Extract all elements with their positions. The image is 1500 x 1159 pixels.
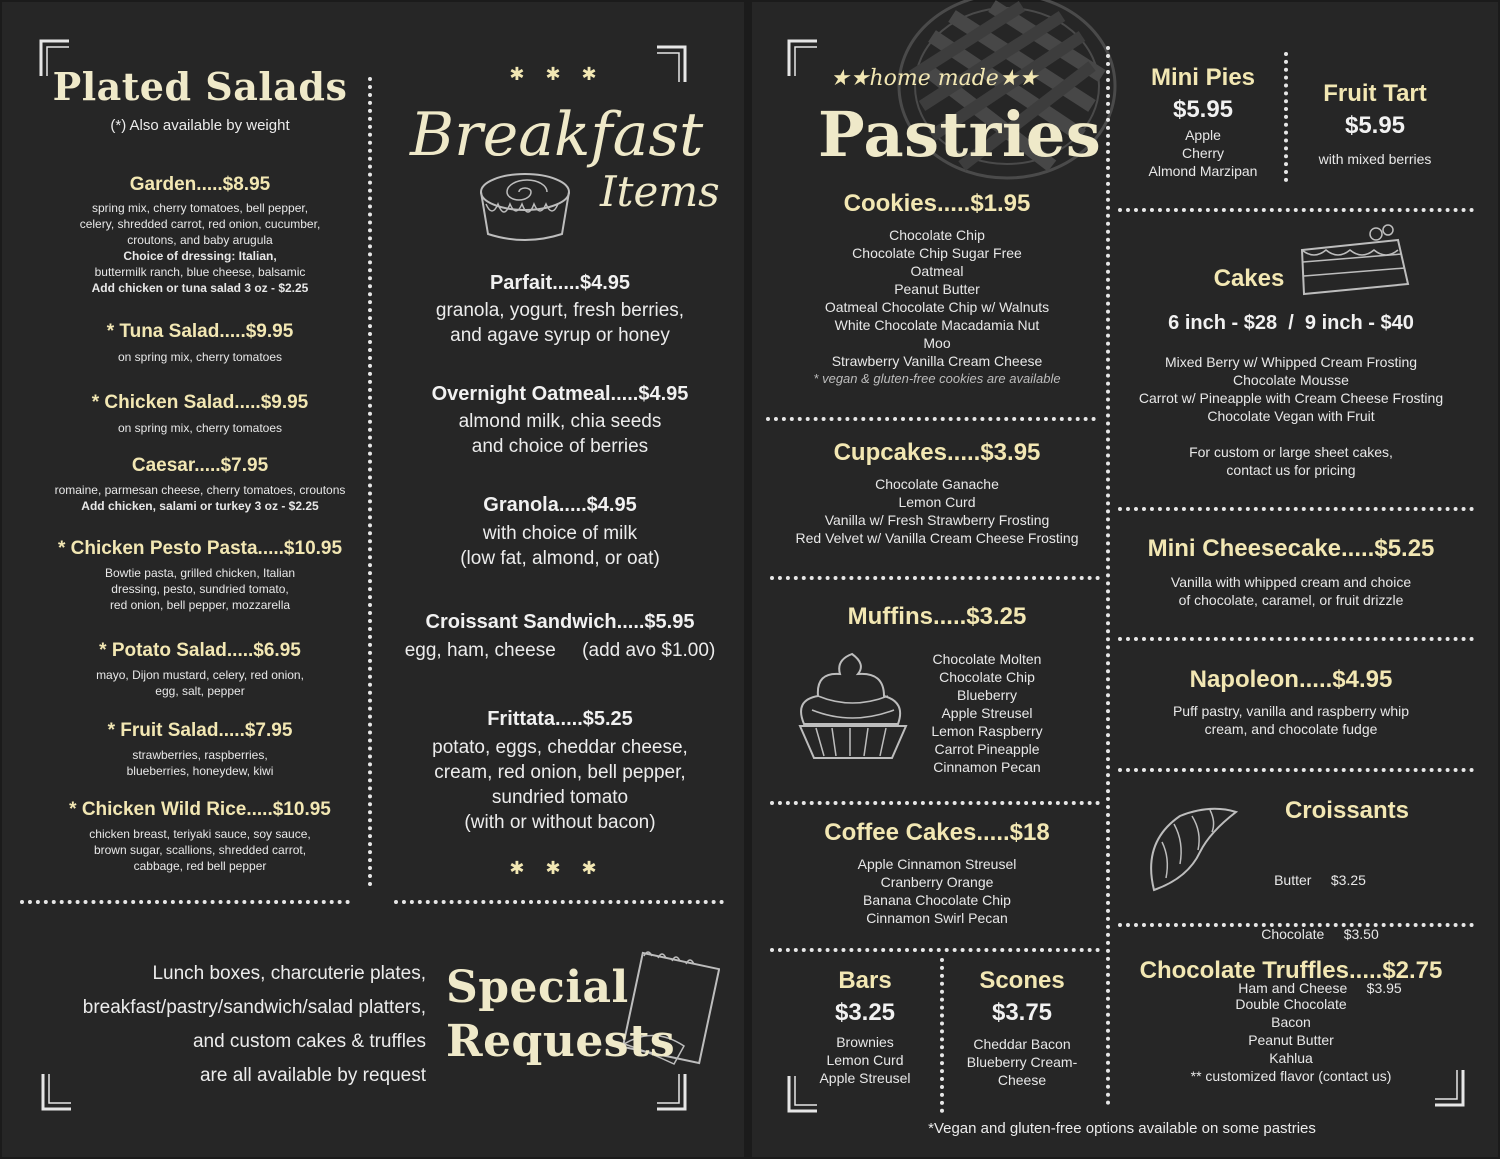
vertical-divider xyxy=(940,958,944,1113)
breakfast-item xyxy=(380,611,740,663)
salad-name: * Chicken Pesto Pasta.....$10.95 xyxy=(57,538,343,559)
cake-note: contact us for pricing xyxy=(1226,462,1356,478)
pie-flavor: Almond Marzipan xyxy=(1148,163,1258,179)
breakfast-name: Croissant Sandwich.....$5.95 xyxy=(425,611,695,633)
coffee-cake-flavor: Cranberry Orange xyxy=(880,874,994,890)
salad-item xyxy=(32,392,368,436)
special-title: Special xyxy=(446,962,629,1013)
fruit-tart-title: Fruit Tart xyxy=(1323,80,1427,107)
cupcakes-title: Cupcakes.....$3.95 xyxy=(833,439,1041,466)
horizontal-divider xyxy=(1118,768,1474,772)
cake-flavor: Chocolate Vegan with Fruit xyxy=(1207,408,1375,424)
horizontal-divider xyxy=(1118,507,1474,511)
cakes-title: Cakes xyxy=(1213,265,1285,292)
cookie-note: * vegan & gluten-free cookies are available xyxy=(813,371,1061,386)
napoleon-desc: cream, and chocolate fudge xyxy=(1204,721,1378,737)
cake-flavor: Chocolate Mousse xyxy=(1233,372,1349,388)
cookie-flavor: Oatmeal xyxy=(910,263,964,279)
cookie-flavor: Peanut Butter xyxy=(894,281,980,297)
muffin-flavor: Lemon Raspberry xyxy=(931,723,1043,739)
muffin-flavor: Carrot Pineapple xyxy=(934,741,1040,757)
coffee-cake-flavor: Banana Chocolate Chip xyxy=(863,892,1011,908)
muffin-flavors xyxy=(912,650,1062,776)
cookie-flavor: Moo xyxy=(923,335,951,351)
breakfast-desc: and choice of berries xyxy=(471,436,649,457)
cookie-flavor: Oatmeal Chocolate Chip w/ Walnuts xyxy=(824,299,1050,315)
stars-decoration: ✱ ✱ ✱ xyxy=(509,64,605,84)
mini-pies-title: Mini Pies xyxy=(1150,64,1256,91)
pie-flavor: Cherry xyxy=(1181,145,1224,161)
cupcake-flavor: Chocolate Ganache xyxy=(875,476,999,492)
muffin-flavor: Blueberry xyxy=(957,687,1017,703)
breakfast-title: Breakfast xyxy=(410,100,704,170)
cakes-section xyxy=(1114,312,1468,479)
salad-desc: croutons, and baby arugula xyxy=(127,233,273,247)
special-line: and custom cakes & truffles xyxy=(192,1031,426,1052)
cupcake-icon xyxy=(794,648,912,764)
salad-desc: Bowtie pasta, grilled chicken, Italian xyxy=(104,566,296,580)
horizontal-divider xyxy=(1118,637,1474,641)
salad-desc: blueberries, honeydew, kiwi xyxy=(126,764,274,778)
breakfast-name: Parfait.....$4.95 xyxy=(489,272,631,294)
scone-flavor: Cheese xyxy=(997,1072,1047,1088)
mini-cheesecake-section xyxy=(1114,535,1468,609)
mini-pies-section xyxy=(1122,64,1284,180)
salads-section xyxy=(32,64,368,134)
croissant-price: Ham and Cheese $3.95 xyxy=(1238,980,1402,996)
bars-section xyxy=(790,967,940,1087)
cheesecake-desc: Vanilla with whipped cream and choice xyxy=(1170,574,1412,590)
salad-name: * Chicken Salad.....$9.95 xyxy=(91,392,309,413)
mini-pies-price: $5.95 xyxy=(1172,96,1234,123)
truffle-flavor: Bacon xyxy=(1271,1014,1311,1030)
cake-note: For custom or large sheet cakes, xyxy=(1189,444,1393,460)
cupcakes-section xyxy=(762,439,1112,547)
cookie-flavor: Chocolate Chip xyxy=(889,227,985,243)
croissant-icon xyxy=(1140,802,1240,902)
cookies-section xyxy=(762,190,1112,388)
breakfast-name: Overnight Oatmeal.....$4.95 xyxy=(431,383,689,405)
croissants-section xyxy=(1252,797,1442,825)
truffle-flavor: Double Chocolate xyxy=(1235,996,1347,1012)
breakfast-desc: (low fat, almond, or oat) xyxy=(460,548,660,569)
salad-desc: strawberries, raspberries, xyxy=(132,748,268,762)
salad-item xyxy=(32,321,368,365)
bars-title: Bars xyxy=(838,967,892,994)
coffee-cakes-title: Coffee Cakes.....$18 xyxy=(824,819,1050,846)
cake-flavor: Carrot w/ Pineapple with Cream Cheese Frosting xyxy=(1138,390,1444,406)
breakfast-item xyxy=(380,272,740,348)
horizontal-divider xyxy=(766,417,1096,421)
truffle-flavor: Peanut Butter xyxy=(1248,1032,1334,1048)
coffee-cakes-section xyxy=(762,819,1112,927)
bars-price: $3.25 xyxy=(834,999,896,1026)
salads-note: (*) Also available by weight xyxy=(110,117,290,134)
salad-desc: chicken breast, teriyaki sauce, soy sauce, xyxy=(89,827,311,841)
salad-item xyxy=(32,720,368,779)
napoleon-title: Napoleon.....$4.95 xyxy=(1189,666,1393,693)
breakfast-name: Frittata.....$5.25 xyxy=(487,708,633,730)
muffin-flavor: Apple Streusel xyxy=(941,705,1033,721)
mini-cheesecake-title: Mini Cheesecake.....$5.25 xyxy=(1147,535,1435,562)
right-menu-panel xyxy=(752,2,1498,1157)
pastries-kicker: ★★home made★★ xyxy=(830,66,1039,91)
salad-name: * Potato Salad.....$6.95 xyxy=(99,640,301,661)
salad-desc: brown sugar, scallions, shredded carrot, xyxy=(93,843,307,857)
corner-bracket-icon xyxy=(786,38,820,78)
coffee-cake-flavor: Apple Cinnamon Streusel xyxy=(857,856,1017,872)
vertical-divider xyxy=(1284,52,1288,182)
muffin-flavor: Chocolate Chip xyxy=(939,669,1035,685)
salads-title: Plated Salads xyxy=(52,64,348,109)
salad-desc: celery, shredded carrot, red onion, cucumber, xyxy=(79,217,321,231)
breakfast-desc: with choice of milk xyxy=(482,523,638,544)
breakfast-item xyxy=(380,383,740,459)
breakfast-subtitle: Items xyxy=(600,167,720,216)
breakfast-desc: egg, ham, cheese (add avo $1.00) xyxy=(404,640,716,661)
breakfast-item xyxy=(380,708,740,835)
muffin-flavor: Cinnamon Pecan xyxy=(933,759,1041,775)
breakfast-desc: granola, yogurt, fresh berries, xyxy=(435,300,685,321)
horizontal-divider xyxy=(394,900,724,904)
fruit-tart-price: $5.95 xyxy=(1344,112,1406,139)
croissants-title: Croissants xyxy=(1284,797,1410,824)
breakfast-desc: cream, red onion, bell pepper, xyxy=(434,762,686,783)
salad-name: Caesar.....$7.95 xyxy=(131,455,269,476)
cookie-flavor: Chocolate Chip Sugar Free xyxy=(852,245,1022,261)
breakfast-item xyxy=(380,494,740,571)
horizontal-divider xyxy=(20,900,350,904)
salad-desc: romaine, parmesan cheese, cherry tomatoes, croutons xyxy=(54,483,346,497)
cupcake-flavor: Vanilla w/ Fresh Strawberry Frosting xyxy=(824,512,1050,528)
cookie-flavor: Strawberry Vanilla Cream Cheese xyxy=(831,353,1043,369)
special-requests-text xyxy=(22,957,426,1093)
scones-section xyxy=(948,967,1096,1089)
salad-desc: cabbage, red bell pepper xyxy=(133,859,267,873)
salad-addon: Add chicken or tuna salad 3 oz - $2.25 xyxy=(91,281,309,295)
coffee-cake-flavor: Cinnamon Swirl Pecan xyxy=(866,910,1008,926)
horizontal-divider xyxy=(770,801,1100,805)
salad-desc: egg, salt, pepper xyxy=(155,684,245,698)
special-line: breakfast/pastry/sandwich/salad platters, xyxy=(82,997,426,1018)
horizontal-divider xyxy=(770,576,1100,580)
bar-flavor: Brownies xyxy=(836,1034,894,1050)
truffles-section xyxy=(1114,957,1468,1085)
bar-flavor: Apple Streusel xyxy=(819,1070,911,1086)
salad-addon: Add chicken, salami or turkey 3 oz - $2.25 xyxy=(81,499,319,513)
breakfast-desc: (with or without bacon) xyxy=(464,812,656,833)
scones-price: $3.75 xyxy=(991,999,1053,1026)
salad-desc: spring mix, cherry tomatoes, bell pepper, xyxy=(91,201,309,215)
salad-desc: on spring mix, cherry tomatoes xyxy=(117,421,283,435)
salad-item xyxy=(30,455,370,514)
salad-name: * Chicken Wild Rice.....$10.95 xyxy=(69,799,331,820)
breakfast-desc: almond milk, chia seeds xyxy=(458,411,662,432)
pastries-footer-note: *Vegan and gluten-free options available on some pastries xyxy=(928,1120,1316,1137)
breakfast-desc: sundried tomato xyxy=(491,787,629,808)
scone-flavor: Cheddar Bacon xyxy=(973,1036,1071,1052)
salad-item xyxy=(32,640,368,699)
pastries-title: Pastries xyxy=(818,98,1102,171)
breakfast-desc: potato, eggs, cheddar cheese, xyxy=(432,737,688,758)
truffle-flavor: Kahlua xyxy=(1269,1050,1313,1066)
fruit-tart-section xyxy=(1292,80,1458,168)
muffins-section xyxy=(762,603,1112,631)
salad-item xyxy=(32,174,368,296)
truffles-title: Chocolate Truffles.....$2.75 xyxy=(1139,957,1443,984)
salad-name: * Tuna Salad.....$9.95 xyxy=(106,321,294,342)
croissant-price: Butter $3.25 xyxy=(1274,872,1366,888)
truffle-flavor: ** customized flavor (contact us) xyxy=(1190,1068,1392,1084)
special-subtitle: Requests xyxy=(446,1016,676,1067)
salad-item xyxy=(32,799,368,874)
stars-decoration: ✱ ✱ ✱ xyxy=(509,858,605,878)
breakfast-desc: and agave syrup or honey xyxy=(450,325,670,346)
cookie-flavor: White Chocolate Macadamia Nut xyxy=(834,317,1040,333)
salad-desc: red onion, bell pepper, mozzarella xyxy=(109,598,291,612)
breakfast-name: Granola.....$4.95 xyxy=(483,494,637,516)
cheesecake-desc: of chocolate, caramel, or fruit drizzle xyxy=(1178,592,1404,608)
cake-slice-icon xyxy=(1298,220,1412,300)
left-menu-panel xyxy=(2,2,744,1157)
horizontal-divider xyxy=(770,948,1100,952)
corner-bracket-icon xyxy=(654,1072,688,1112)
cupcake-flavor: Lemon Curd xyxy=(898,494,976,510)
salad-desc: dressing, pesto, sundried tomato, xyxy=(111,582,289,596)
napoleon-section xyxy=(1114,666,1468,738)
salad-name: * Fruit Salad.....$7.95 xyxy=(107,720,293,741)
muffin-flavor: Chocolate Molten xyxy=(932,651,1042,667)
cinnamon-roll-icon xyxy=(472,164,578,248)
salad-dressing: Choice of dressing: Italian, xyxy=(123,249,277,263)
salad-name: Garden.....$8.95 xyxy=(129,174,271,195)
salad-desc: buttermilk ranch, blue cheese, balsamic xyxy=(94,265,306,279)
cakes-title-wrap xyxy=(1184,265,1314,293)
cake-flavor: Mixed Berry w/ Whipped Cream Frosting xyxy=(1164,354,1418,370)
cupcake-flavor: Red Velvet w/ Vanilla Cream Cheese Frosting xyxy=(795,530,1079,546)
scone-flavor: Blueberry Cream- xyxy=(966,1054,1078,1070)
napoleon-desc: Puff pastry, vanilla and raspberry whip xyxy=(1172,703,1410,719)
fruit-tart-desc: with mixed berries xyxy=(1318,151,1432,167)
bar-flavor: Lemon Curd xyxy=(826,1052,904,1068)
horizontal-divider xyxy=(1118,208,1474,212)
special-line: are all available by request xyxy=(199,1065,426,1086)
salad-desc: mayo, Dijon mustard, celery, red onion, xyxy=(96,668,304,682)
cookies-title: Cookies.....$1.95 xyxy=(843,190,1031,217)
salad-desc: on spring mix, cherry tomatoes xyxy=(117,350,283,364)
scones-title: Scones xyxy=(979,967,1065,994)
pie-flavor: Apple xyxy=(1185,127,1221,143)
croissant-price: Chocolate $3.50 xyxy=(1261,926,1379,942)
muffins-title: Muffins.....$3.25 xyxy=(847,603,1027,630)
cake-sizes: 6 inch - $28 / 9 inch - $40 xyxy=(1168,312,1414,334)
special-line: Lunch boxes, charcuterie plates, xyxy=(152,963,426,984)
salad-item xyxy=(32,538,368,613)
